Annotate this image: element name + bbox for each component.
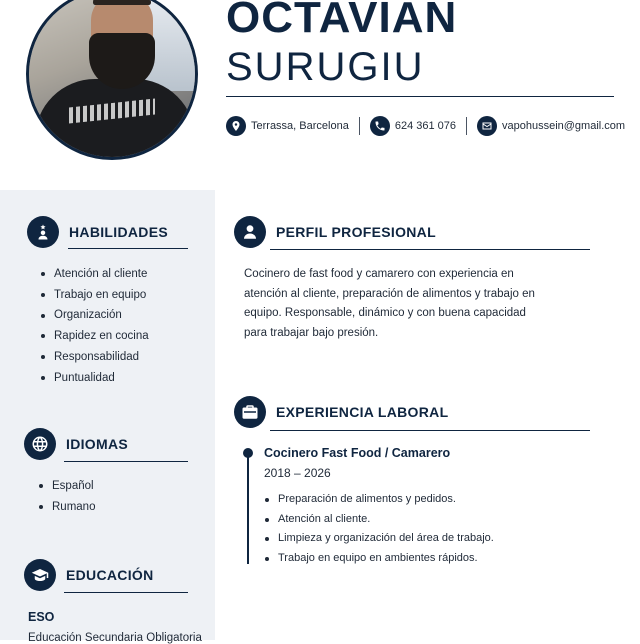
email-text: vapohussein@gmail.com [502,120,626,132]
skills-list [38,264,149,388]
skills-title: HABILIDADES [69,224,168,240]
experience-title: EXPERIENCIA LABORAL [276,404,449,420]
list-item: Preparación de alimentos y pedidos. [262,490,494,510]
profile-title: PERFIL PROFESIONAL [276,224,436,240]
experience-heading [234,396,448,428]
list-item: Puntualidad [38,368,149,389]
list-item: Limpieza y organización del área de trabajo. [262,529,494,549]
first-name: OCTAVIAN [226,0,458,42]
person-icon [234,216,266,248]
timeline-dot [243,448,253,458]
briefcase-icon [234,396,266,428]
list-item: Responsabilidad [38,347,149,368]
job-title: Cocinero Fast Food / Camarero [264,446,451,460]
skills-heading [27,216,168,248]
experience-divider [270,430,590,431]
education-degree: ESO [28,610,55,624]
list-item: Rapidez en cocina [38,326,149,347]
education-divider [64,592,188,593]
person-star-icon [27,216,59,248]
last-name: SURUGIU [226,45,425,89]
phone-text: 624 361 076 [394,120,456,132]
list-item: Atención al cliente [38,264,149,285]
graduation-cap-icon [24,559,56,591]
contact-email [477,116,625,136]
contact-separator [466,117,467,135]
profile-divider [270,249,590,250]
education-description: Educación Secundaria Obligatoria [28,632,202,644]
list-item: Trabajo en equipo [38,285,149,306]
contact-bar [226,116,625,136]
contact-location [226,116,349,136]
globe-icon [24,428,56,460]
profile-text: Cocinero de fast food y camarero con experiencia en atención al cliente, preparación de alimentos y trabajo en equipo. Responsable, dinámico y con buena capacidad para trabajar bajo presión. [244,268,535,339]
location-text: Terrassa, Barcelona [251,120,349,132]
contact-phone [370,116,456,136]
duties-list [262,490,494,569]
education-title: EDUCACIÓN [66,567,154,583]
languages-list [36,476,95,517]
job-years: 2018 – 2026 [264,466,331,480]
skills-divider [68,248,188,249]
list-item: Rumano [36,497,95,518]
education-heading [24,559,153,591]
header-divider [226,96,614,97]
list-item: Atención al cliente. [262,510,494,530]
profile-photo [26,0,198,160]
list-item: Organización [38,305,149,326]
timeline-line [247,452,249,564]
languages-title: IDIOMAS [66,436,128,452]
languages-divider [64,461,188,462]
email-icon [477,116,497,136]
contact-separator [359,117,360,135]
phone-icon [370,116,390,136]
languages-heading [24,428,128,460]
list-item: Trabajo en equipo en ambientes rápidos. [262,549,494,569]
location-pin-icon [226,116,246,136]
profile-heading [234,216,436,248]
list-item: Español [36,476,95,497]
